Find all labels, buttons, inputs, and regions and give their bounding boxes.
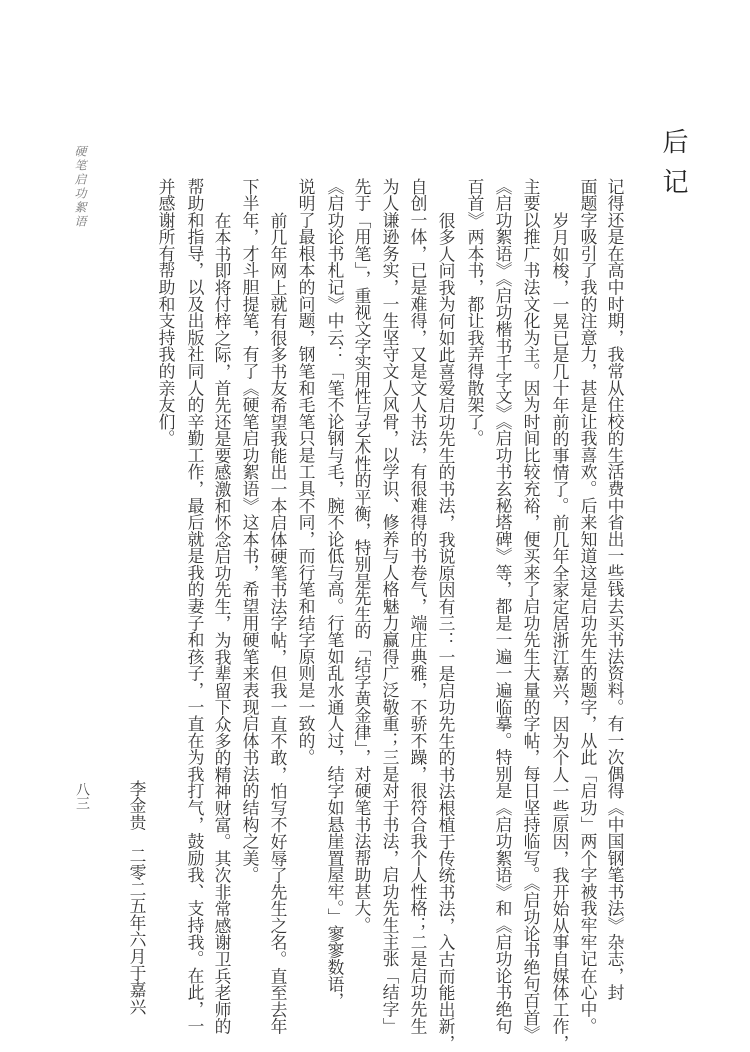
text-column: 主要以推广书法文化为主。因为时间比较充裕，便买来了启功先生大量的字帖，每日坚持临写。《启功论书绝句百首》 (521, 178, 541, 1043)
text-column: 百首》两本书，都让我弄得散架了。 (465, 178, 485, 447)
signature-date: 二零二五年六月于嘉兴 (127, 847, 147, 1016)
text-column: 《启功论书札记》中云：「笔不论钢与毛，腕不论低与高。行笔如乱水通人过，结字如悬崖置屋牢。」寥寥数语， (325, 178, 345, 1010)
signature (128, 780, 146, 1015)
running-head: 硬笔启功絮语 (73, 145, 87, 229)
text-column: 前几年网上就有很多书友希望我能出一本启体硬笔书法字帖，但我一直不敢，怕写不好辱了先生之名。直至去年 (268, 212, 288, 1035)
text-column: 帮助和指导，以及出版社同人的辛勤工作，最后就是我的妻子和孩子，一直在为我打气，鼓励我、支持我。在此，一 (185, 178, 205, 1035)
page-number: 八三 (74, 782, 90, 810)
signature-author: 李金贵 (127, 780, 147, 831)
text-column: 下半年，才斗胆提笔，有了《硬笔启功絮语》这本书，希望用硬笔来表现启体书法的结构之美。 (240, 178, 260, 884)
text-column: 面题字吸引了我的注意力，甚是让我喜欢。后来知道这是启功先生的题字，从此「启功」两个字被我牢牢记在心中。 (578, 178, 598, 1035)
text-column: 《启功絮语》《启功楷书千字文》《启功书玄秘塔碑》等，都是一遍一遍临摹。特别是《启功絮语》和《启功论书绝句 (493, 178, 513, 1035)
text-column: 说明了最根本的问题，钢笔和毛笔只是工具不同，而行笔和结字原则是一致的。 (296, 178, 316, 766)
text-column: 在本书即将付梓之际，首先还是要感激和怀念启功先生，为我辈留下众多的精神财富。其次非常感谢卫兵老师的 (212, 212, 232, 1035)
text-column: 并感谢所有帮助和支持我的亲友们。 (156, 178, 176, 447)
text-column: 先于「用笔」，重视文字实用性与艺术性的平衡，特别是先生的「结字黄金律」，对硬笔书法帮助甚大。 (352, 178, 372, 934)
page-title: 后记 (658, 128, 688, 208)
text-column: 很多人问我为何如此喜爱启功先生的书法，我说原因有三：一是启功先生的书法根植于传统书法，入古而能出新， (436, 212, 456, 1052)
text-column: 自创一体，已是难得，又是文人书法，有很难得的书卷气，端庄典雅，不骄不躁，很符合我个人性格；二是启功先生 (408, 178, 428, 1035)
text-column: 为人谦逊务实，一生坚守文人风骨，以学识、修养与人格魅力赢得广泛敬重；三是对于书法，启功先生主张「结字」 (380, 178, 400, 1035)
text-column: 岁月如梭，一晃已是几十年前的事情了。前几年全家定居浙江嘉兴，因为个人一些原因，我开始从事自媒体工作， (550, 212, 570, 1052)
text-column: 记得还是在高中时期，我常从住校的生活费中省出一些钱去买书法资料。有一次偶得《中国钢笔书法》杂志，封 (605, 178, 625, 1001)
